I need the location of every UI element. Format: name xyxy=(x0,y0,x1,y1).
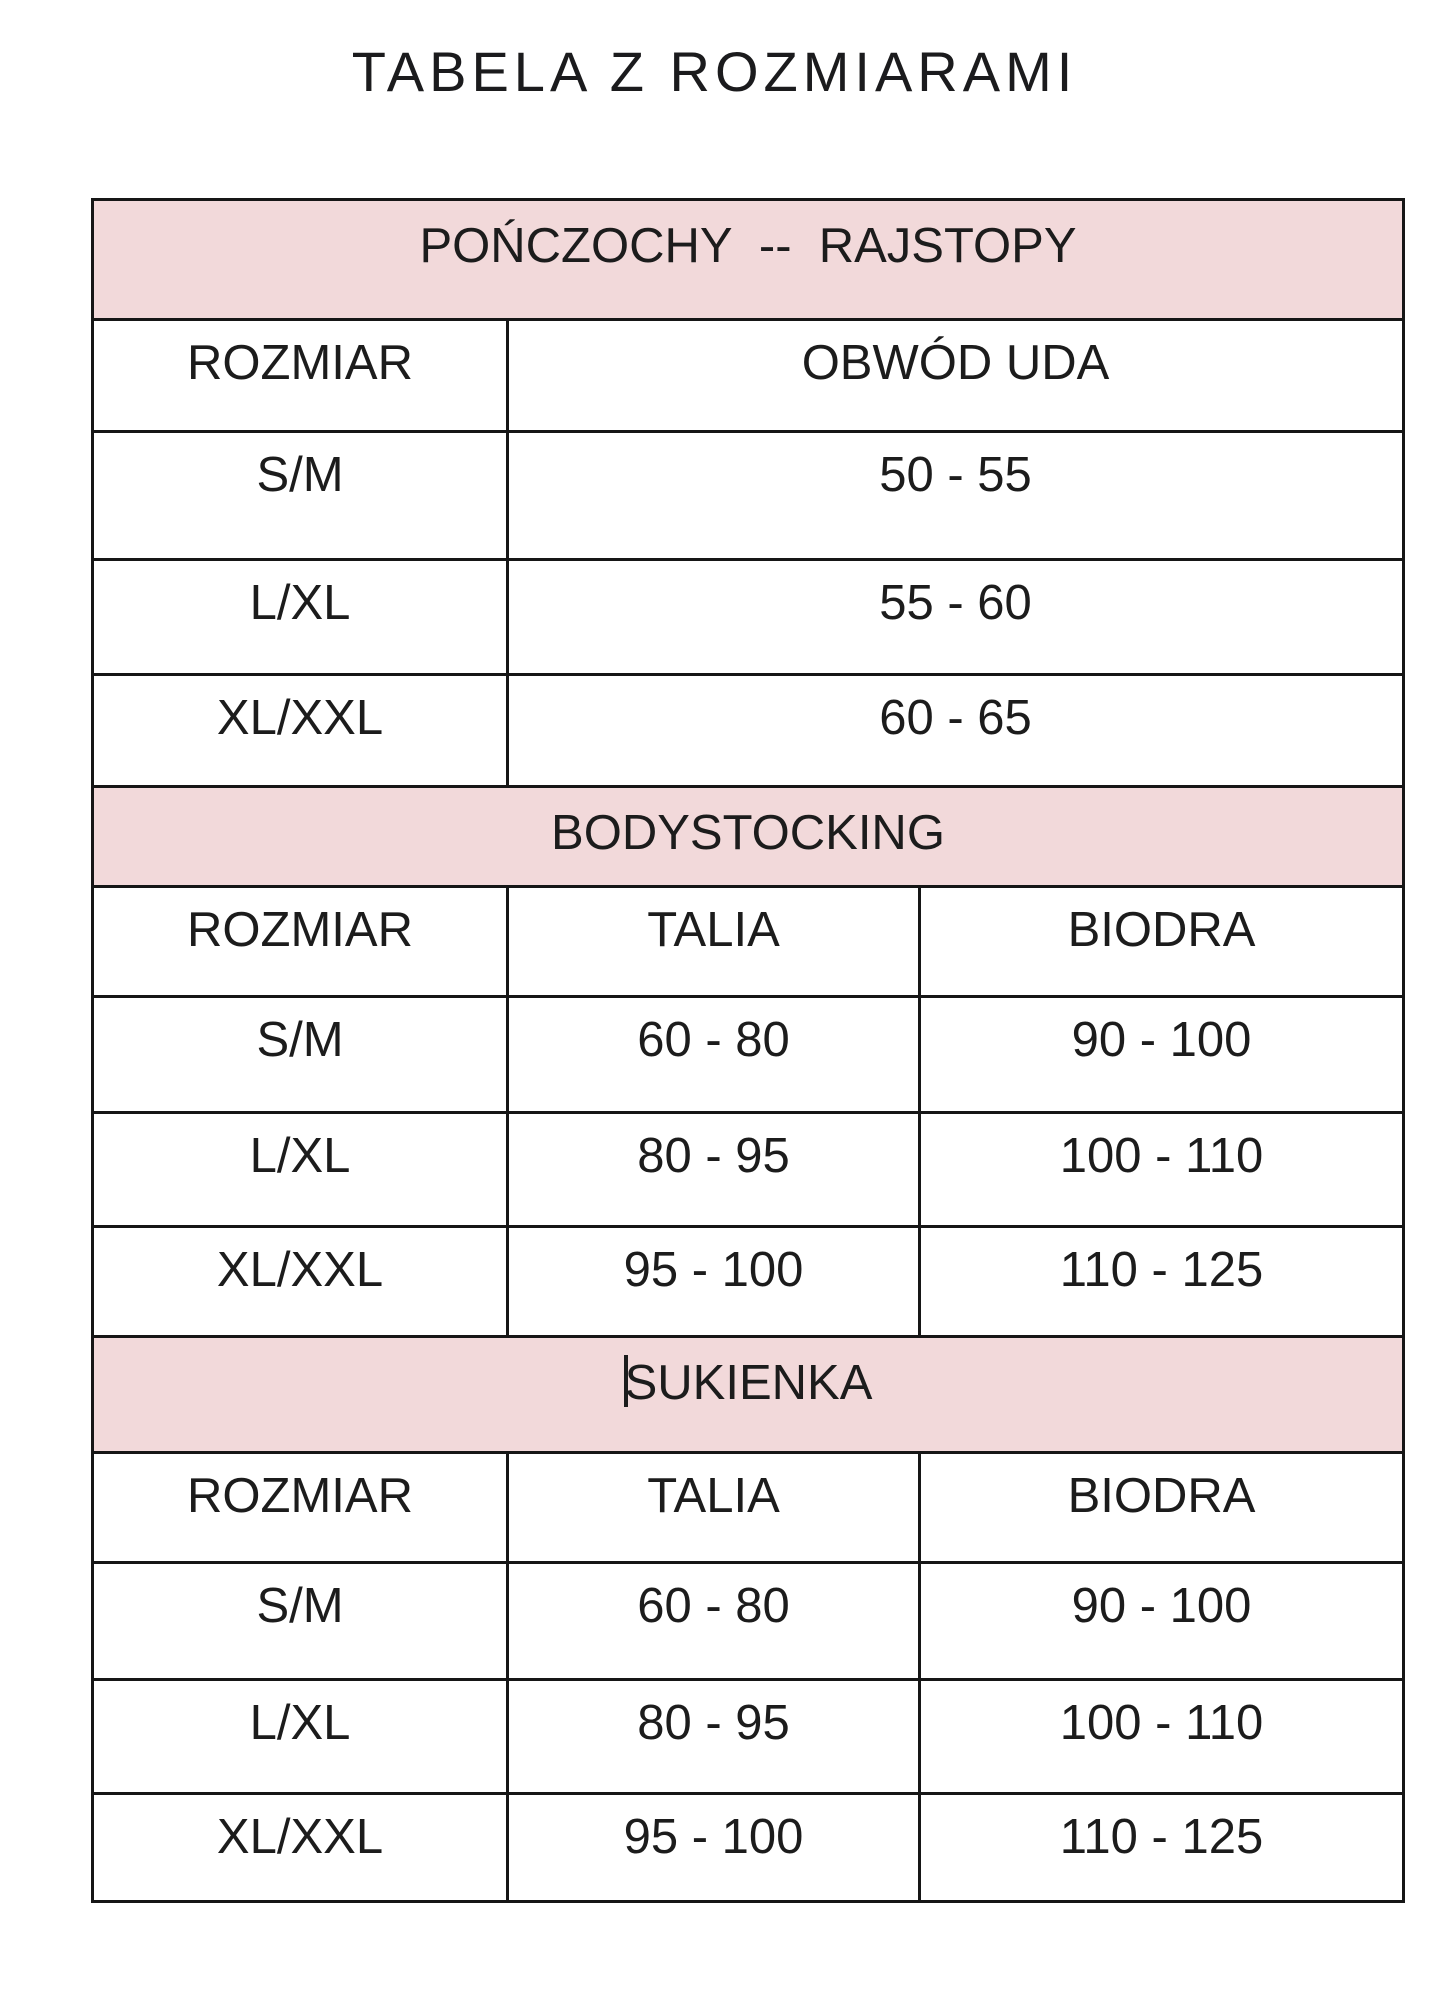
value-cell: 60 - 80 xyxy=(508,997,920,1113)
value-cell: 80 - 95 xyxy=(508,1113,920,1227)
section-header-bodystocking: BODYSTOCKING xyxy=(93,787,1404,887)
value-cell: 110 - 125 xyxy=(920,1227,1404,1337)
size-cell: S/M xyxy=(93,432,508,560)
column-header-talia: TALIA xyxy=(508,1453,920,1563)
column-header-row xyxy=(93,320,1404,432)
value-cell: 80 - 95 xyxy=(508,1680,920,1794)
value-cell: 110 - 125 xyxy=(920,1794,1404,1902)
value-cell: 95 - 100 xyxy=(508,1227,920,1337)
table-row xyxy=(93,1680,1404,1794)
size-cell: S/M xyxy=(93,1563,508,1680)
value-cell: 95 - 100 xyxy=(508,1794,920,1902)
table-row xyxy=(93,675,1404,787)
value-cell: 100 - 110 xyxy=(920,1680,1404,1794)
column-header-rozmiar: ROZMIAR xyxy=(93,1453,508,1563)
size-cell: L/XL xyxy=(93,1113,508,1227)
table-row xyxy=(93,1563,1404,1680)
table-row xyxy=(93,1227,1404,1337)
table-row xyxy=(93,997,1404,1113)
size-cell: XL/XXL xyxy=(93,675,508,787)
page-title: TABELA Z ROZMIARAMI xyxy=(351,40,1078,103)
column-header-row xyxy=(93,887,1404,997)
column-header-rozmiar: ROZMIAR xyxy=(93,320,508,432)
table-row xyxy=(93,432,1404,560)
size-chart-table xyxy=(91,198,1405,1903)
section-header-row-ponczochy xyxy=(93,200,1404,320)
table-row xyxy=(93,1794,1404,1902)
size-cell: XL/XXL xyxy=(93,1794,508,1902)
section-header-row-bodystocking xyxy=(93,787,1404,887)
column-header-biodra: BIODRA xyxy=(920,887,1404,997)
size-cell: L/XL xyxy=(93,1680,508,1794)
size-cell: XL/XXL xyxy=(93,1227,508,1337)
size-cell: S/M xyxy=(93,997,508,1113)
column-header-rozmiar: ROZMIAR xyxy=(93,887,508,997)
value-cell: 55 - 60 xyxy=(508,560,1404,675)
column-header-biodra: BIODRA xyxy=(920,1453,1404,1563)
section-header-label: SUKIENKA xyxy=(624,1356,873,1410)
size-cell: L/XL xyxy=(93,560,508,675)
value-cell: 90 - 100 xyxy=(920,997,1404,1113)
section-header-sukienka xyxy=(93,1337,1404,1453)
section-header-ponczochy: POŃCZOCHY -- RAJSTOPY xyxy=(93,200,1404,320)
section-header-row-sukienka xyxy=(93,1337,1404,1453)
table-row xyxy=(93,560,1404,675)
column-header-row xyxy=(93,1453,1404,1563)
column-header-talia: TALIA xyxy=(508,887,920,997)
value-cell: 50 - 55 xyxy=(508,432,1404,560)
value-cell: 60 - 65 xyxy=(508,675,1404,787)
column-header-obwod-uda: OBWÓD UDA xyxy=(508,320,1404,432)
table-row xyxy=(93,1113,1404,1227)
value-cell: 100 - 110 xyxy=(920,1113,1404,1227)
value-cell: 60 - 80 xyxy=(508,1563,920,1680)
value-cell: 90 - 100 xyxy=(920,1563,1404,1680)
